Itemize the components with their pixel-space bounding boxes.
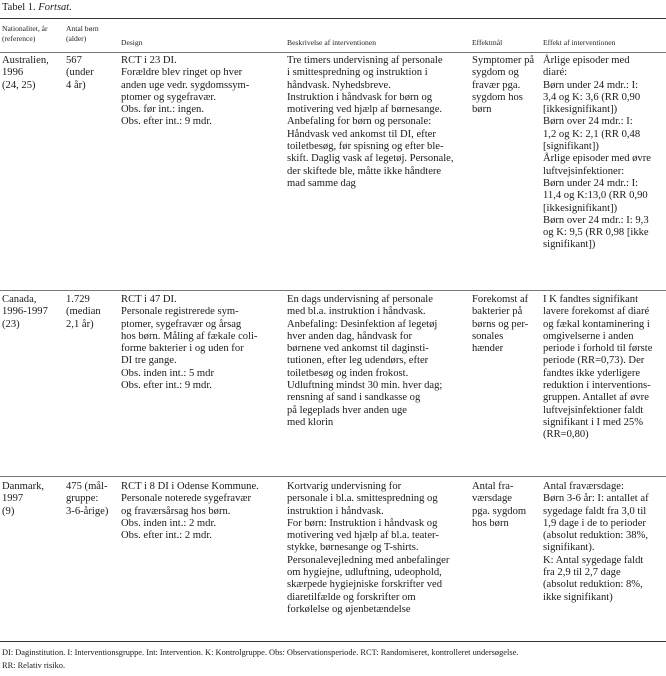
bottom-rule	[0, 641, 666, 642]
header-outcome: Effektmål	[472, 38, 503, 47]
row2-description: En dags undervisning af personale med bl.a. instruktion i håndvask. Anbefaling: Desinfektion af legetøj hver anden dag, håndvask for børnene ved ankomst til daginsti- tutionen, efter leg udendørs, efter toiletbesøg og inden frokost. Udluftning mindst 30 min. hver dag; rensning af sand i sandkasse og på legeplads hver anden uge med klorin	[287, 294, 443, 428]
row1-design: RCT i 23 DI. Forældre blev ringet op hver anden uge vedr. sygdomssym- ptomer og sygefravær. Obs. før int.: ingen. Obs. efter int.: 9 mdr.	[121, 55, 250, 128]
row1-effect: Årlige episoder med diaré: Børn under 24 mdr.: I: 3,4 og K: 3,6 (RR 0,90 [ikkesignifikant]) Børn over 24 mdr.: I: 1,2 og K: 2,1 (RR 0,48 [signifikant]) Årlige episoder med øvre luftvejsinfektioner: Børn under 24 mdr.: I: 11,4 og K:13,0 (RR 0,90 [ikkesignifikant]) Børn over 24 mdr.: I: 9,3 og K: 9,5 (RR 0,98 [ikke signifikant])	[543, 55, 651, 251]
row3-description: Kortvarig undervisning for personale i bl.a. smittespredning og instruktion i håndvask. For børn: Instruktion i håndvask og motivering ved hjælp af bl.a. teater- stykke, børnesange og T-shirts. Personalevejledning med anbefalinger om hygiejne, udluftning, udeophold, skærpede hygiejniske forskrifter ved diaretilfælde og forskrifter om forkølelse og øjenbetændelse	[287, 481, 450, 615]
row2-children: 1.729 (median 2,1 år)	[66, 294, 101, 330]
header-description: Beskrivelse af interventionen	[287, 38, 376, 47]
row3-effect: Antal fraværsdage: Børn 3-6 år: I: antallet af sygedage faldt fra 3,0 til 1,9 dage i de to perioder (absolut reduktion: 38%, signifikant). K: Antal sygedage faldt fra 2,9 til 2,7 dage (absolut reduktion: 8%, ikke signifikant)	[543, 481, 649, 603]
caption-suffix: Fortsat.	[38, 2, 72, 13]
header-nationality: Nationalitet, år (reference)	[2, 24, 48, 43]
row1-rule	[0, 290, 666, 291]
row3-design: RCT i 8 DI i Odense Kommune. Personale noterede sygefravær og fraværsårsag hos børn. Obs. inden int.: 2 mdr. Obs. efter int.: 2 mdr.	[121, 481, 259, 542]
row1-nationality: Australien, 1996 (24, 25)	[2, 55, 49, 91]
header-rule	[0, 52, 666, 53]
row3-children: 475 (mål- gruppe: 3-6-årige)	[66, 481, 109, 517]
header-children: Antal børn (alder)	[66, 24, 99, 43]
row2-rule	[0, 476, 666, 477]
row3-outcome: Antal fra- værsdage pga. sygdom hos børn	[472, 481, 527, 529]
row2-effect: I K fandtes signifikant lavere forekomst af diaré og fækal kontaminering i omgivelserne i anden periode i forhold til første periode (RR=0,73). Der fandtes ikke yderligere reduktion i interventions- gruppen. Antallet af øvre luftvejsinfektioner faldt signifikant i I med 25% (RR=0,80)	[543, 294, 653, 441]
row3-nationality: Danmark, 1997 (9)	[2, 481, 45, 517]
row1-children: 567 (under 4 år)	[66, 55, 94, 91]
row2-design: RCT i 47 DI. Personale registrerede sym- ptomer, sygefravær og årsag hos børn. Måling af fækale coli- forme bakterier i og uden for DI tre gange. Obs. inden int.: 5 mdr Obs. efter int.: 9 mdr.	[121, 294, 258, 392]
row1-outcome: Symptomer på sygdom og fravær pga. sygdom hos børn	[472, 55, 535, 116]
row1-description: Tre timers undervisning af personale i smittespredning og instruktion i håndvask. Nyhedsbreve. Instruktion i håndvask for børn og motivering ved hjælp af børnesange. Anbefaling for børn og personale: Håndvask ved ankomst til DI, efter toiletbesøg, før spisning og efter ble- skift. Daglig vask af legetøj. Personale, der skiftede ble, måtte ikke håndtere mad samme dag	[287, 55, 454, 189]
caption-prefix: Tabel 1.	[2, 2, 39, 13]
table-caption	[2, 1, 72, 14]
header-design: Design	[121, 38, 143, 47]
table-footnote: DI: Daginstitution. I: Interventionsgruppe. Int: Intervention. K: Kontrolgruppe. Obs: Observationsperiode. RCT: Randomiseret, kontrolleret undersøgelse. RR: Relativ risiko.	[2, 648, 519, 670]
header-effect: Effekt af interventionen	[543, 38, 616, 47]
row2-nationality: Canada, 1996-1997 (23)	[2, 294, 48, 330]
top-rule	[0, 18, 666, 19]
row2-outcome: Forekomst af bakterier på børns og per- sonales hænder	[472, 294, 529, 355]
